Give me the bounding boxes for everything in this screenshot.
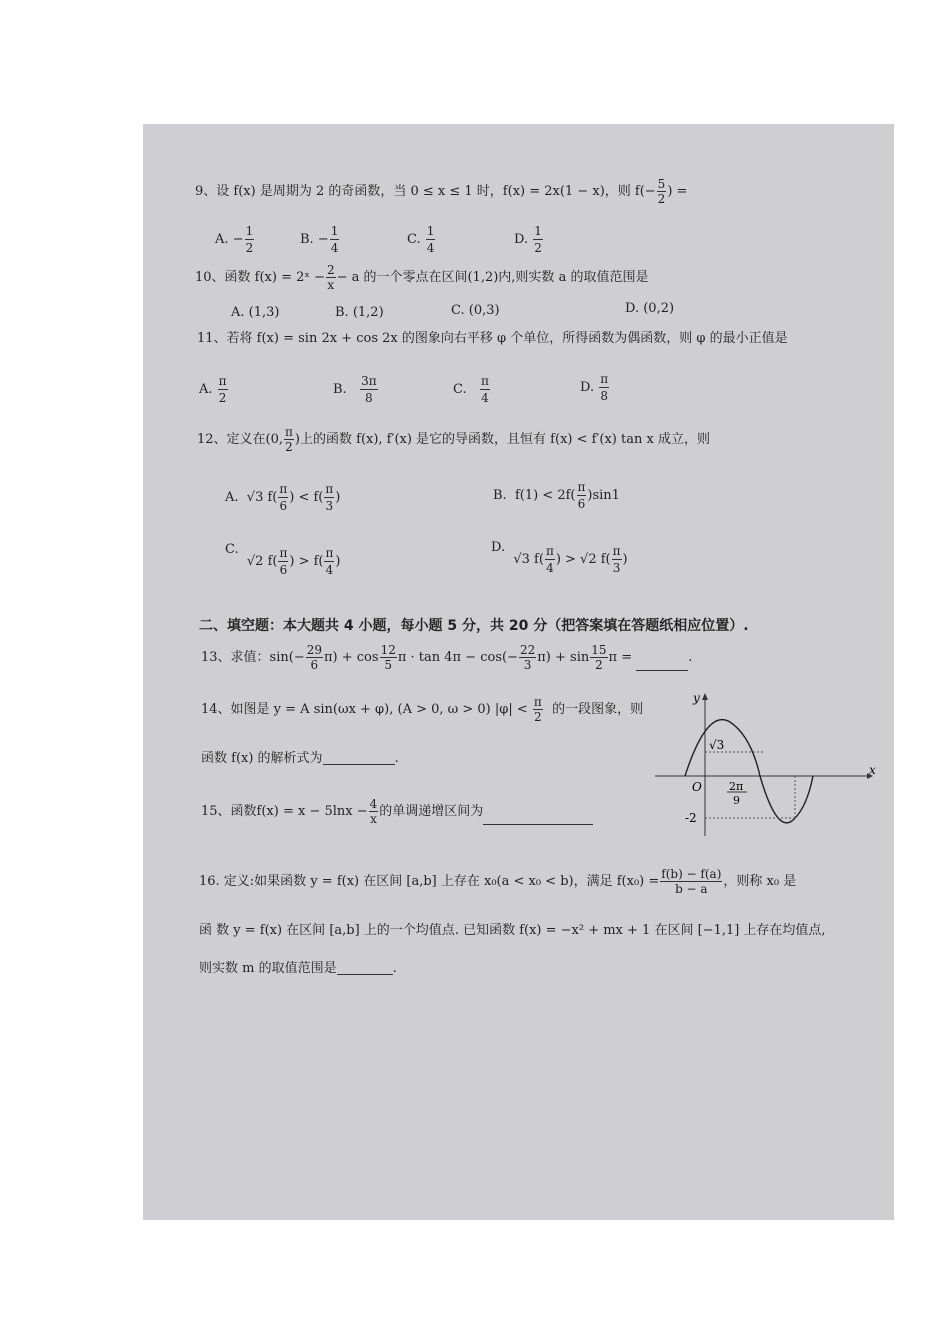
q9-option-d[interactable]: D. $\frac{1}{2}$ [514, 224, 542, 255]
question-13: 13、求值：sin(− $\frac{29}{6}$ π) + cos $\frac{12}{5}$ π · tan 4π − cos(− $\frac{22}{3}$ π) + sin $\frac{15}{2}$ π = . [201, 643, 693, 672]
q11-option-a[interactable]: A. $\frac{\pi}{2}$ [199, 374, 227, 405]
x-tick-numerator: 2π [729, 780, 744, 793]
question-15: 15、函数f(x) = x − 5lnx − $\frac{4}{x}$ 的单调递增区间为 [201, 798, 593, 825]
y-axis-arrow [702, 693, 708, 700]
question-14-line1: 14、如图是 y = A sin(ωx + φ), (A > 0, ω > 0) |φ| < $\frac{\pi}{2}$ 的一段图象，则 [201, 695, 644, 724]
q16-answer-blank[interactable] [337, 962, 393, 975]
sine-curve [685, 720, 813, 823]
q12-option-b[interactable]: B. f(1) < 2f( $\frac{\pi}{6}$ )sin1 [493, 480, 620, 511]
fraction: $\frac{5}{2}$ [657, 177, 666, 206]
x-tick-denominator: 9 [733, 794, 740, 807]
q9-text: 9、设 f(x) 是周期为 2 的奇函数，当 0 ≤ x ≤ 1 时，f(x) = 2x(1 − x)，则 f(− [195, 184, 656, 199]
q12-option-d[interactable]: D. √3 f( $\frac{\pi}{4}$ ) > √2 f( $\frac{\pi}{3}$ ) [491, 540, 628, 575]
q12-option-c[interactable]: C. √2 f( $\frac{\pi}{6}$ ) > f( $\frac{\pi}{4}$ ) [225, 542, 341, 577]
section-2-heading: 二、填空题：本大题共 4 小题，每小题 5 分，共 20 分（把答案填在答题纸相应位置）. [199, 618, 749, 634]
q10-option-d[interactable]: D. (0,2) [625, 301, 675, 316]
q14-answer-blank[interactable] [323, 752, 395, 765]
question-16-line3: 则实数 m 的取值范围是 . [199, 961, 397, 976]
question-12-stem: 12、定义在(0, $\frac{\pi}{2}$ )上的函数 f(x), f′(x) 是它的导函数，且恒有 f(x) < f′(x) tan x 成立，则 [197, 425, 710, 454]
q12-option-a[interactable]: A. √3 f( $\frac{\pi}{6}$ ) < f( $\frac{\pi}{3}$ ) [225, 482, 341, 513]
question-16-line2: 函 数 y = f(x) 在区间 [a,b] 上的一个均值点. 已知函数 f(x) = −x² + mx + 1 在区间 [−1,1] 上存在均值点, [199, 923, 826, 938]
question-10-stem: 10、函数 f(x) = 2ˣ − $\frac{2}{x}$ − a 的一个零点在区间(1,2)内,则实数 a 的取值范围是 [195, 263, 649, 292]
q10-option-a[interactable]: A. (1,3) [231, 305, 280, 320]
q11-option-d[interactable]: D. $\frac{\pi}{8}$ [580, 372, 609, 403]
question-16-line1: 16. 定义:如果函数 y = f(x) 在区间 [a,b] 上存在 x₀(a < x₀ < b)，满足 f(x₀) = $\frac{f(b) - f(a)}{b - a}$ ，则称 x₀ 是 [199, 867, 797, 896]
q10-option-c[interactable]: C. (0,3) [451, 303, 500, 318]
q10-option-b[interactable]: B. (1,2) [335, 305, 384, 320]
x-label: x [869, 763, 876, 777]
question-14-line2: 函数 f(x) 的解析式为 . [201, 751, 399, 766]
y-label: y [693, 691, 700, 705]
q9-option-b[interactable]: B. − $\frac{1}{4}$ [300, 224, 339, 255]
q11-option-c[interactable]: C. $\frac{\pi}{4}$ [453, 374, 489, 405]
q9-option-c[interactable]: C. $\frac{1}{4}$ [407, 224, 435, 255]
sqrt3-label: √3 [709, 738, 725, 752]
q9-option-a[interactable]: A. − $\frac{1}{2}$ [215, 224, 254, 255]
q11-option-b[interactable]: B. $\frac{3\pi}{8}$ [333, 374, 377, 405]
exam-page [143, 124, 894, 1220]
sine-graph [655, 688, 885, 838]
y-min-label: -2 [685, 811, 697, 825]
q9-tail: ) = [667, 184, 688, 199]
q15-answer-blank[interactable] [483, 812, 593, 825]
q13-answer-blank[interactable] [636, 658, 688, 671]
origin-label: O [692, 780, 702, 794]
question-9-stem [195, 178, 687, 205]
question-11-stem: 11、若将 f(x) = sin 2x + cos 2x 的图象向右平移 φ 个单位，所得函数为偶函数，则 φ 的最小正值是 [197, 331, 788, 346]
